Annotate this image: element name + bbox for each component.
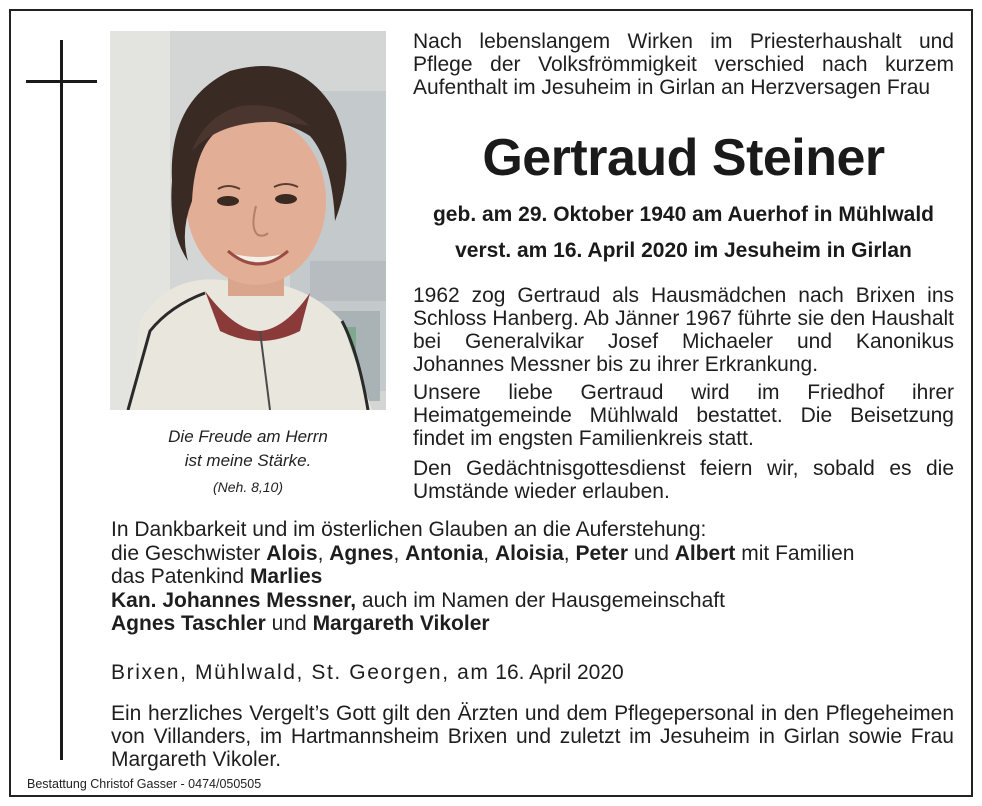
- death-line: verst. am 16. April 2020 im Jesuheim in Girlan: [455, 239, 912, 262]
- cross-vertical-bar: [60, 40, 63, 760]
- place-date-line: [111, 661, 961, 685]
- godchild-prefix: das Patenkind: [111, 565, 250, 588]
- siblings-line: die Geschwister Alois, Agnes, Antonia, Aloisia, Peter und Albert mit Familien: [111, 541, 855, 565]
- place-names: Brixen, Mühlwald, St. Georgen, am: [111, 661, 490, 684]
- sibling-name: Aloisia: [494, 541, 564, 565]
- household-line: [111, 612, 961, 636]
- siblings-conjunction: und: [628, 541, 675, 565]
- thanks-paragraph: Ein herzliches Vergelt’s Gott gilt den Ärzten und dem Pflegepersonal in den Pflegeheimen von Villanders, im Hartmannsheim Brixen und zuletzt im Jesuheim in Girlan sowie Frau Margareth Vikoler.: [111, 702, 954, 771]
- biography-paragraph: 1962 zog Gertraud als Hausmädchen nach Brixen ins Schloss Hanberg. Ab Jänner 1967 führte sie den Haushalt bei Generalvikar Josef Michaeler und Kanonikus Johannes Messner bis zu ihrer Erkrankung.: [413, 284, 954, 376]
- sibling-name: Agnes: [329, 541, 394, 565]
- sibling-name: Alois: [266, 541, 318, 565]
- birth-line: geb. am 29. Oktober 1940 am Auerhof in Mühlwald: [432, 203, 934, 226]
- sibling-name: Albert: [674, 541, 736, 565]
- mourners-block: [111, 518, 961, 636]
- burial-paragraph: Unsere liebe Gertraud wird im Friedhof ihrer Heimatgemeinde Mühlwald bestattet. Die Beisetzung findet im engsten Familienkreis statt.: [413, 381, 954, 450]
- godchild-line: [111, 565, 961, 589]
- siblings-prefix: die Geschwister: [111, 541, 267, 565]
- deceased-name: Gertraud Steiner: [482, 129, 885, 187]
- cross-horizontal-bar: [26, 80, 97, 83]
- bible-quote-line-2: ist meine Stärke.: [184, 451, 312, 470]
- sibling-name: Antonia: [405, 541, 484, 565]
- portrait-illustration: [110, 31, 386, 410]
- mourner-name: Agnes Taschler: [111, 612, 266, 635]
- memorial-service-paragraph: Den Gedächtnisgottesdienst feiern wir, sobald es die Umstände wieder erlauben.: [413, 457, 954, 503]
- sibling-name: Peter: [575, 541, 628, 565]
- funeral-home-footer: Bestattung Christof Gasser - 0474/050505: [27, 777, 262, 791]
- notice-date: 16. April 2020: [489, 661, 624, 684]
- canon-line: [111, 589, 961, 613]
- siblings-suffix: mit Familien: [735, 541, 855, 565]
- mourner-name: Margareth Vikoler: [312, 612, 490, 635]
- mourner-conjunction: und: [265, 612, 313, 635]
- canon-suffix: auch im Namen der Hausgemeinschaft: [356, 588, 725, 612]
- portrait-photo: [110, 31, 386, 410]
- mourners-intro: In Dankbarkeit und im österlichen Glauben an die Auferstehung:: [111, 518, 707, 541]
- godchild-name: Marlies: [249, 565, 323, 588]
- notice-intro: Nach lebenslangem Wirken im Priesterhaushalt und Pflege der Volksfrömmigkeit verschied nach kurzem Aufenthalt im Jesuheim in Girlan an Herzversagen Frau: [413, 30, 954, 99]
- bible-quote-line-1: Die Freude am Herrn: [168, 427, 328, 446]
- bible-quote-reference: (Neh. 8,10): [212, 479, 284, 495]
- canon-name: Kan. Johannes Messner,: [111, 588, 357, 612]
